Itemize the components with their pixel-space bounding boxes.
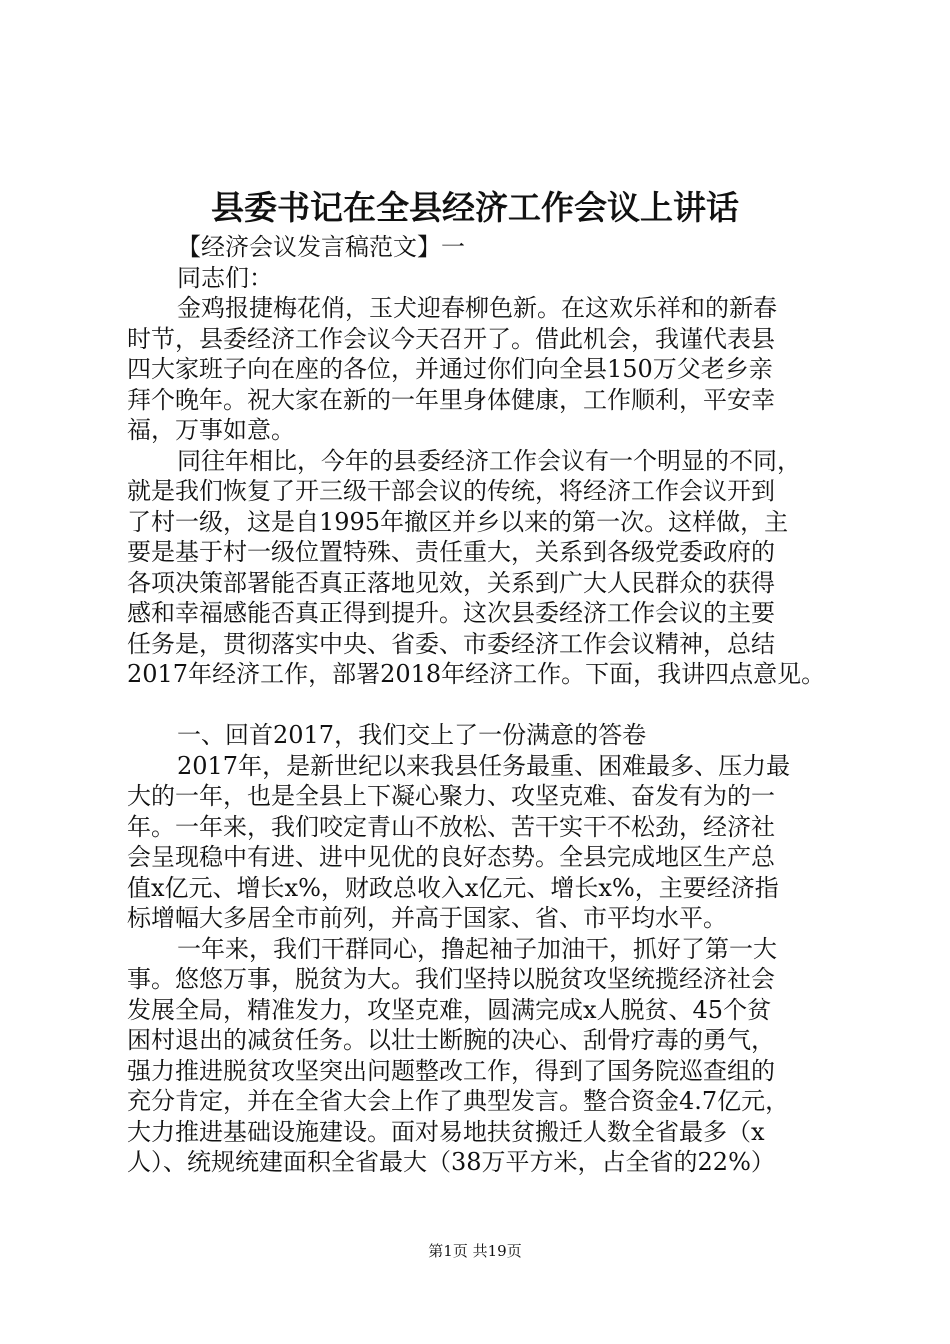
text-line: 人）、统规统建面积全省最大（38万平方米，占全省的22%）: [127, 1148, 775, 1176]
text-line: 2017年经济工作，部署2018年经济工作。下面，我讲四点意见。: [127, 660, 826, 688]
text-line: 时节，县委经济工作会议今天召开了。借此机会，我谨代表县: [127, 324, 775, 353]
text-line: 一年来，我们干群同心，撸起袖子加油干，抓好了第一大: [177, 934, 777, 963]
text-line: 充分肯定，并在全省大会上作了典型发言。整合资金4.7亿元，: [127, 1087, 790, 1115]
text-line: 会呈现稳中有进、进中见优的良好态势。全县完成地区生产总: [127, 843, 775, 871]
text-line: 大的一年，也是全县上下凝心聚力、攻坚克难、奋发有为的一: [127, 782, 775, 810]
text-line: 就是我们恢复了开三级干部会议的传统，将经济工作会议开到: [127, 477, 775, 505]
text-line: 【经济会议发言稿范文】一: [177, 233, 465, 261]
text-line: 发展全局，精准发力，攻坚克难，圆满完成x人脱贫、45个贫: [127, 995, 772, 1024]
text-line: 年。一年来，我们咬定青山不放松、苦干实干不松劲，经济社: [127, 812, 775, 841]
text-line: 同往年相比，今年的县委经济工作会议有一个明显的不同，: [177, 446, 801, 475]
text-line: 四大家班子向在座的各位，并通过你们向全县150万父老乡亲: [127, 355, 773, 383]
text-line: 任务是，贯彻落实中央、省委、市委经济工作会议精神，总结: [127, 629, 775, 658]
text-line: 值x亿元、增长x%，财政总收入x亿元、增长x%，主要经济指: [127, 873, 779, 902]
text-line: 要是基于村一级位置特殊、责任重大，关系到各级党委政府的: [127, 538, 775, 566]
text-line: 事。悠悠万事，脱贫为大。我们坚持以脱贫攻坚统揽经济社会: [127, 965, 775, 993]
text-line: 强力推进脱贫攻坚突出问题整改工作，得到了国务院巡查组的: [127, 1056, 775, 1085]
blank-line: [127, 690, 830, 721]
text-line: 金鸡报捷梅花俏，玉犬迎春柳色新。在这欢乐祥和的新春: [177, 294, 777, 322]
text-line: 拜个晚年。祝大家在新的一年里身体健康，工作顺利，平安幸: [127, 385, 775, 414]
document-title: 县委书记在全县经济工作会议上讲话: [211, 188, 739, 227]
text-line: 感和幸福感能否真正得到提升。这次县委经济工作会议的主要: [127, 599, 775, 627]
page-footer: 第1页 共19页: [428, 1242, 522, 1260]
text-line: 大力推进基础设施建设。面对易地扶贫搬迁人数全省最多（x: [127, 1117, 765, 1146]
text-line: 福，万事如意。: [127, 416, 295, 444]
text-line: 了村一级，这是自1995年撤区并乡以来的第一次。这样做，主: [127, 507, 789, 536]
text-line: 各项决策部署能否真正落地见效，关系到广大人民群众的获得: [127, 568, 775, 597]
text-line: 标增幅大多居全市前列，并高于国家、省、市平均水平。: [127, 904, 727, 932]
text-line: 同志们：: [177, 263, 273, 292]
text-line: 困村退出的减贫任务。以壮士断腕的决心、刮骨疗毒的勇气，: [127, 1026, 775, 1054]
text-line: 一、回首2017，我们交上了一份满意的答卷: [177, 721, 647, 749]
text-line: 2017年，是新世纪以来我县任务最重、困难最多、压力最: [177, 751, 791, 780]
document-body: [127, 232, 830, 1178]
